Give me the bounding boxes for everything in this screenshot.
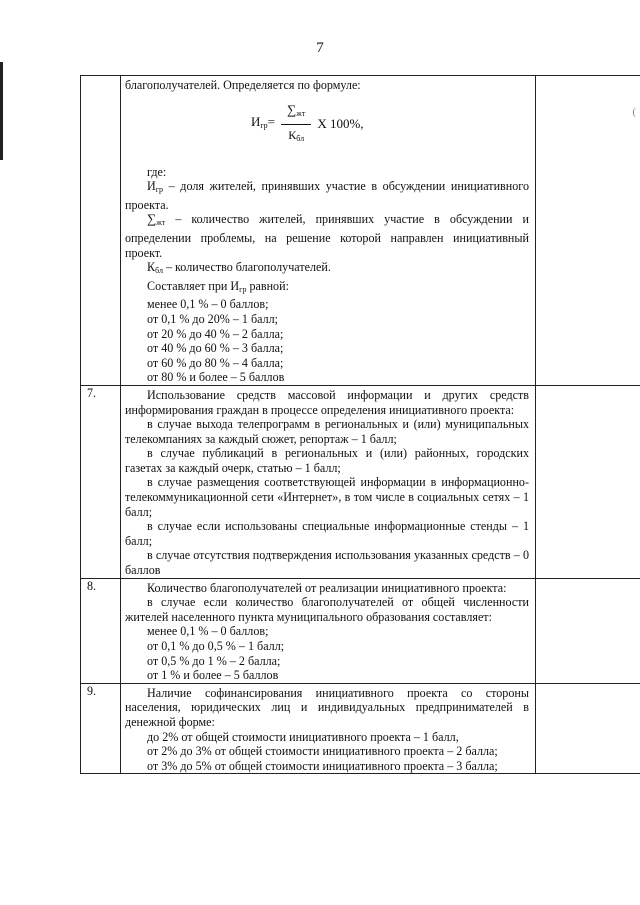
- scale-item: менее 0,1 % – 0 баллов;: [147, 624, 269, 639]
- scale-item: от 0,1 % до 20% – 1 балл;: [147, 311, 279, 326]
- scale-item: от 80 % и более – 5 баллов: [147, 370, 285, 385]
- formula-denominator: $К_{бл}$: [288, 127, 305, 143]
- definition: $\sum_{жт}$ – количество жителей, принявших участие в обсуждении и определении проблемы, на решение которой направлен инициативный проект.: [125, 211, 529, 260]
- scale-item: от 60 % до 80 % – 4 балла;: [147, 355, 284, 370]
- scale-item: от 0,5 % до 1 % – 2 балла;: [147, 653, 281, 668]
- criterion-item: от 2% до 3% от общей стоимости инициативного проекта – 2 балла;: [147, 744, 498, 759]
- definition: $И_{гр}$ – доля жителей, принявших участие в обсуждении инициативного проекта.: [125, 179, 529, 212]
- criterion-intro: Использование средств массовой информации и других средств информирования граждан в процессе определения инициативного проекта:: [125, 387, 529, 417]
- scale-item: от 20 % до 40 % – 2 балла;: [147, 326, 284, 341]
- row-number-cell: 8.: [81, 578, 121, 683]
- formula-lhs: $И_{гр}=$: [251, 114, 276, 131]
- criterion-intro: благополучателей. Определяется по формуле:: [125, 78, 361, 92]
- table-row: [81, 385, 640, 578]
- formula-rhs: Х 100%,: [317, 116, 364, 132]
- table-row: [81, 683, 640, 774]
- criterion-condition: в случае если количество благополучателей от общей численности жителей населенного пункта муниципального образования составляет:: [125, 595, 529, 624]
- row-number-cell: 7.: [81, 385, 121, 578]
- formula-numerator: $\sum_{жт}$: [281, 103, 311, 125]
- score-cell: [536, 683, 640, 774]
- criterion-intro: Количество благополучателей от реализации инициативного проекта:: [147, 580, 507, 595]
- criterion-cell: [121, 683, 536, 774]
- margin-mark: (: [632, 106, 636, 118]
- criterion-intro: Наличие софинансирования инициативного проекта со стороны населения, юридических лиц и индивидуальных предпринимателей в денежной форме:: [125, 685, 529, 729]
- score-cell: [536, 385, 640, 578]
- scale-item: от 1 % и более – 5 баллов: [147, 668, 279, 683]
- criterion-item: в случае если использованы специальные информационные стенды – 1 балл;: [125, 519, 529, 548]
- criterion-item: от 3% до 5% от общей стоимости инициативного проекта – 3 балла;: [147, 758, 498, 773]
- scale-item: от 40 % до 60 % – 3 балла;: [147, 341, 284, 356]
- criteria-table: [80, 75, 640, 774]
- where-label: где:: [147, 164, 167, 179]
- criterion-item: в случае размещения соответствующей информации в информационно-телекоммуникационной сети «Интернет», в том числе в социальных сетях – 1 балл;: [125, 475, 529, 519]
- row-number-cell: 9.: [81, 683, 121, 774]
- criterion-cell: [121, 76, 536, 386]
- criterion-item: в случае выхода телепрограмм в региональных и (или) муниципальных телекомпаниях за каждый сюжет, репортаж – 1 балл;: [125, 417, 529, 446]
- score-cell: [536, 76, 640, 386]
- criterion-item: до 2% от общей стоимости инициативного проекта – 1 балл,: [147, 729, 459, 744]
- criterion-item: в случае публикаций в региональных и (или) районных, городских газетах за каждый очерк, статью – 1 балл;: [125, 446, 529, 475]
- formula-fraction: [281, 103, 311, 146]
- scale-item: менее 0,1 % – 0 баллов;: [147, 297, 269, 312]
- scale-intro: Составляет при $И_{гр}$ равной:: [147, 278, 289, 294]
- criterion-cell: [121, 578, 536, 683]
- table-row: [81, 578, 640, 683]
- criterion-cell: [121, 385, 536, 578]
- definition: $К_{бл}$ – количество благополучателей.: [147, 260, 331, 276]
- binding-margin-bar: [0, 62, 3, 160]
- row-number-cell: [81, 76, 121, 386]
- score-cell: [536, 578, 640, 683]
- formula: [251, 102, 529, 145]
- criterion-item: в случае отсутствия подтверждения использования указанных средств – 0 баллов: [125, 548, 529, 578]
- scale-item: от 0,1 % до 0,5 % – 1 балл;: [147, 639, 285, 653]
- table-row: [81, 76, 640, 386]
- page-number: 7: [316, 40, 324, 56]
